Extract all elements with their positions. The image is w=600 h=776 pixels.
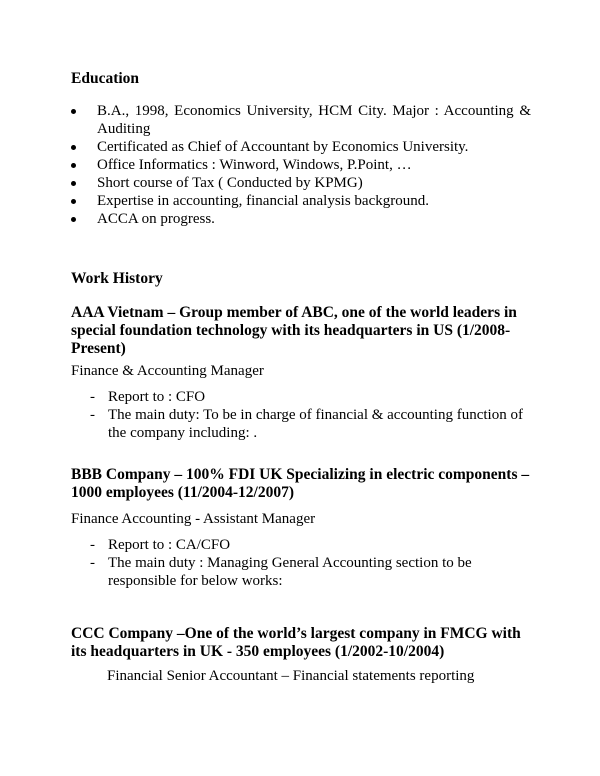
duty-text: Report to : CFO [108,389,206,405]
duty-list [90,388,530,442]
bullet-icon [71,217,76,222]
education-item-text: ACCA on progress. [97,211,215,227]
job-role: Finance & Accounting Manager [71,363,264,379]
education-item [71,192,531,210]
duty-list [90,536,530,590]
job-role: Finance Accounting - Assistant Manager [71,511,316,527]
work-history-heading: Work History [71,270,163,287]
education-item [71,102,531,138]
bullet-icon [71,145,76,150]
bullet-icon [71,181,76,186]
duty-text: Report to : CA/CFO [108,537,231,553]
education-item [71,210,531,228]
duty-item [90,536,530,554]
duty-item [90,388,530,406]
dash-icon: - [90,389,95,405]
company-ccc-title: CCC Company –One of the world’s largest company in FMCG with its headquarters in UK - 350 employees (1/2002-10/2004) [71,625,521,660]
education-list [71,102,531,228]
education-item-text: B.A., 1998, Economics University, HCM City. Major : Accounting & Auditing [97,103,531,137]
dash-icon: - [90,407,95,423]
education-item-text: Certificated as Chief of Accountant by Economics University. [97,139,469,155]
education-item [71,156,531,174]
dash-icon: - [90,537,95,553]
education-item-text: Office Informatics : Winword, Windows, P.Point, … [97,157,412,173]
education-item [71,174,531,192]
company-bbb-title: BBB Company – 100% FDI UK Specializing in electric components – 1000 employees (11/2004-12/2007) [71,466,530,501]
dash-icon: - [90,555,95,571]
company-aaa-title: AAA Vietnam – Group member of ABC, one of the world leaders in special foundation technology with its headquarters in US (1/2008-Present) [71,304,517,357]
bullet-icon [71,199,76,204]
duty-text: The main duty : Managing General Accounting section to be responsible for below works: [108,555,472,589]
education-heading: Education [71,70,140,87]
education-item [71,138,531,156]
education-item-text: Expertise in accounting, financial analysis background. [97,193,429,209]
bullet-icon [71,163,76,168]
duty-item [90,554,530,590]
duty-text: The main duty: To be in charge of financial & accounting function of the company including: . [108,407,523,441]
job-role: Financial Senior Accountant – Financial statements reporting [107,668,475,684]
duty-item [90,406,530,442]
education-item-text: Short course of Tax ( Conducted by KPMG) [97,175,363,191]
bullet-icon [71,109,76,114]
